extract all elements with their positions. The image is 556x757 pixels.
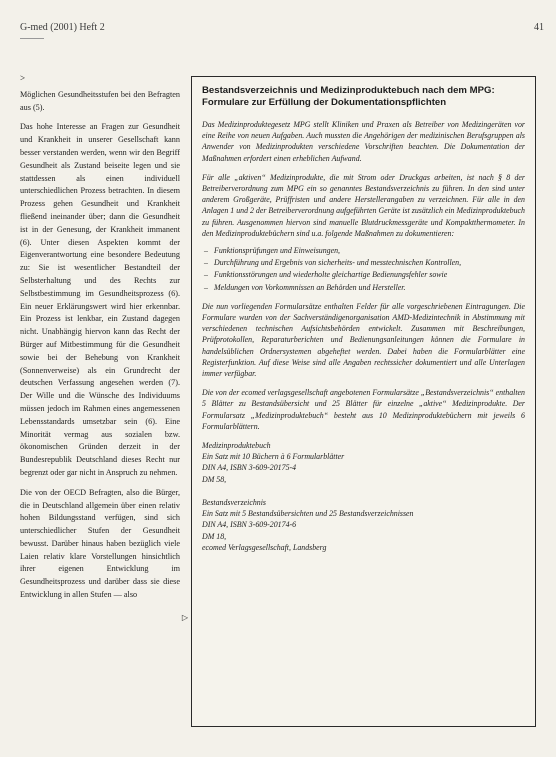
- box-paragraph: Die von der ecomed verlagsgesellschaft angebotenen Formularsätze „Bestandsverzeichnis“ enthalten 5 Blätter zu Bestandsübersicht und 25 Blätter für einzelne „aktive“ Medizinprodukte. Der Formularsatz „Medizinproduktebuch“ besteht aus 10 Medizinproduktebüchern mit jeweils 6 Formularblättern.: [202, 388, 525, 431]
- list-item: – Meldungen von Vorkommnissen an Behörden und Hersteller.: [214, 282, 525, 293]
- box-body: [202, 119, 525, 553]
- header-rule: [20, 38, 44, 39]
- left-paragraph: Das hohe Interesse an Fragen zur Gesundheit und Krankheit in unserer Gesellschaft kann besser verstanden werden, wenn wir den Begriff Gesundheit als Zustand beiseite legen und sie stattdessen als einen individuell unterschiedlichen Prozess betrachten. In diesem Prozess gehen Gesundheit und Krankheit fließend ineinander über; dann die Gesundheit ist in der Genesung, der Krankheit immanent (6). Unter diesen Aspekten kommt der Eigenverantwortung eine besondere Bedeutung zu: Sie ist wesentlicher Bestandteil der Selbsterhaltung und des Rechts zur Selbstbestimmung im Gesundheitsprozess (6). Ein neuer Erklärungswert wird hier erkennbar. Ein Prozess ist lenkbar, ein Zustand dagegen nicht. Unabhängig hiervon kann das Recht der Bürger auf Mitbestimmung für die Gesundheit sowie bei der Behebung von Krankheit (Sonnenverweise) als ein Grundrecht der deutschen Verfassung angesehen werden (7). Der Wille und die Wünsche des Individuums müssen jedoch im Rahmen eines angemessenen Lebensstandards umsetzbar sein (6). Eine Minorität vermag aus sozialen bzw. ökonomischen Gründen derzeit in der Bundesrepublik Deutschland dieses Recht nur begrenzt oder gar nicht in Anspruch zu nehmen.: [20, 122, 180, 477]
- continued-marker: ▷: [181, 613, 188, 623]
- product-name: Medizinproduktebuch: [202, 441, 271, 451]
- product-isbn: DIN A4, ISBN 3-609-20175-4: [202, 463, 297, 473]
- product-detail: Ein Satz mit 10 Büchern à 6 Formularblätter: [202, 452, 345, 462]
- left-column: [20, 72, 188, 623]
- info-box: [191, 76, 536, 727]
- left-paragraph: Die von der OECD Befragten, also die Bürger, die in Deutschland allgemein über einen relativ hohen Bildungsstand verfügen, sind sich unterschiedlicher Stufen der Gesundheit bewusst. Darüber hinaus haben bezüglich viele Laien relativ klare Vorstellungen hinsichtlich ihrer eigenen Entwicklung im Gesundheitsprozess und darüber dass sie diese Entwicklung in allen Stufen — also: [20, 487, 180, 600]
- box-paragraph: Das Medizinproduktegesetz MPG stellt Kliniken und Praxen als Betreiber von Medizingeräten vor eine Reihe von neuen Aufgaben. Auch mussten die Angehörigen der medizinischen Berufsgruppen als Anwender von Medizinprodukten verschiedene Vorschriften beachten. Die Dokumentation der Maßnahmen erfordert einen erheblichen Aufwand.: [202, 120, 525, 163]
- list-item: – Funktionsprüfungen und Einweisungen,: [214, 245, 525, 256]
- continuation-arrow: >: [20, 73, 26, 83]
- measures-list: [202, 245, 525, 293]
- product-price: DM 58,: [202, 474, 227, 484]
- product-isbn: DIN A4, ISBN 3-609-20174-6: [202, 520, 297, 530]
- product-info-medizinproduktebuch: [202, 440, 525, 485]
- list-item: – Durchführung und Ergebnis von sicherheits- und messtechnischen Kontrollen,: [214, 257, 525, 268]
- product-price: DM 18,: [202, 531, 227, 541]
- box-title: Bestandsverzeichnis und Medizinproduktebuch nach dem MPG: Formulare zur Erfüllung der Dokumentationspflichten: [202, 85, 495, 108]
- product-info-bestandsverzeichnis: [202, 497, 525, 553]
- product-name: Bestandsverzeichnis: [202, 497, 266, 507]
- publisher: ecomed Verlagsgesellschaft, Landsberg: [202, 542, 327, 552]
- product-detail: Ein Satz mit 5 Bestandsübersichten und 25 Bestandsverzeichnissen: [202, 509, 414, 519]
- list-item: – Funktionsstörungen und wiederholte gleichartige Bedienungsfehler sowie: [214, 269, 525, 280]
- running-head: G-med (2001) Heft 2: [20, 22, 105, 33]
- left-paragraph: Möglichen Gesundheitsstufen bei den Befragten aus (5).: [20, 89, 180, 112]
- page-number: 41: [534, 22, 544, 33]
- box-paragraph: Die nun vorliegenden Formularsätze enthalten Felder für alle vorgeschriebenen Eintragungen. Die Formulare wurden von der Sachverständigenorganisation AMD-Medizintechnik in Abstimmung mit verschiedenen technischen Aufsichtsbehörden entwickelt. Zusammen mit Beschreibungen, Prüfprotokollen, Reparaturberichten und Bedienungsanleitungen können die Formulare in handelsüblichen Ordnersystemen abgeheftet werden. Dabei haben die Formularblätter eine Registerfunktion. Auf diese Weise sind alle Angaben rechtssicher dokumentiert und alle Unterlagen immer verfügbar.: [202, 301, 525, 379]
- box-paragraph: Für alle „aktiven“ Medizinprodukte, die mit Strom oder Druckgas arbeiten, ist nach § 8 der Betreiberverordnung zum MPG ein so genanntes Bestandsverzeichnis zu führen. In den sind unter anderem Großgeräte, Prüffristen und andere Herstellerangaben zu verzeichnen. Für alle in den Anlagen 1 und 2 der Betreiberverordnung aufgeführten Geräte ist zusätzlich ein Medizinproduktebuch zu führen. Ausgenommen hiervon sind manuelle Blutdruckmessgeräte und Kompaktthermometer. In den Medizinproduktebüchern sind u.a. folgende Maßnahmen zu dokumentieren:: [202, 172, 525, 238]
